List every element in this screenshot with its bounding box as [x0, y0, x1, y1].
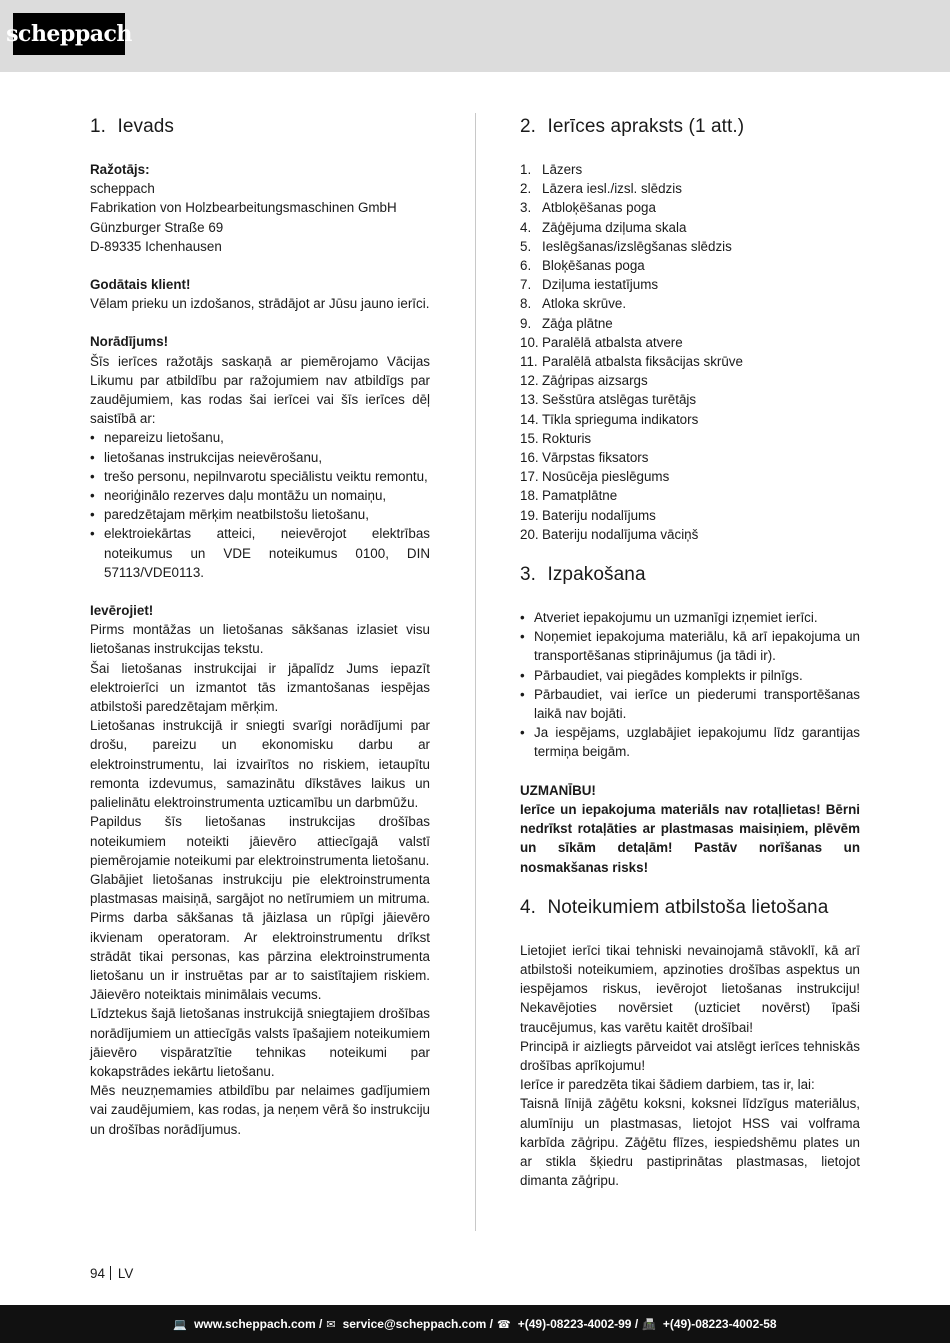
warning-label: UZMANĪBU!	[520, 782, 596, 798]
list-item	[520, 486, 860, 505]
manufacturer-line: Günzburger Straße 69	[90, 219, 224, 235]
list-item	[520, 294, 860, 313]
part-number: 18.	[520, 488, 539, 504]
list-item: • paredzētajam mērķim neatbilstošu lietošanu,	[90, 505, 430, 524]
list-item	[520, 371, 860, 390]
list-item	[520, 198, 860, 217]
part-number: 3.	[520, 200, 532, 216]
greeting-text: Vēlam prieku un izdošanos, strādājot ar Jūsu jauno ierīci.	[90, 296, 430, 312]
list-item	[520, 237, 860, 256]
observe-paragraph: Šai lietošanas instrukcijai ir jāpalīdz Jums iepazīt elektroierīci un izmantot tās izmantošanas iespējas atbilstoši paredzētajam mērķim.	[90, 660, 430, 715]
section-2-heading	[520, 112, 860, 142]
observe-paragraph: Pirms montāžas un lietošanas sākšanas izlasiet visu lietošanas instrukcijas tekstu.	[90, 622, 430, 657]
note-label: Norādījums!	[90, 334, 169, 350]
footer-bar	[0, 1305, 950, 1343]
part-name: Paralēlā atbalsta fiksācijas skrūve	[542, 354, 743, 370]
part-name: Sešstūra atslēgas turētājs	[542, 392, 697, 408]
list-item	[520, 333, 860, 352]
list-item: • nepareizu lietošanu,	[90, 428, 430, 447]
section-4-heading	[520, 893, 860, 923]
computer-icon: 💻	[173, 1318, 188, 1331]
list-item	[520, 390, 860, 409]
list-item: • Pārbaudiet, vai piegādes komplekts ir pilnīgs.	[520, 666, 860, 685]
part-number: 17.	[520, 469, 539, 485]
part-number: 8.	[520, 296, 532, 312]
part-name: Zāģripas aizsargs	[542, 373, 648, 389]
part-number: 6.	[520, 258, 532, 274]
part-name: Atbloķēšanas poga	[542, 200, 656, 216]
list-item: • elektroiekārtas atteici, neievērojot elektrības noteikumus un VDE noteikumus 0100, DIN 57113/VDE0113.	[90, 524, 430, 582]
footer-email[interactable]: service@scheppach.com /	[342, 1317, 494, 1331]
part-name: Bateriju nodalījums	[542, 507, 656, 523]
list-item	[520, 179, 860, 198]
left-column	[90, 112, 430, 1139]
scheppach-logo: scheppach	[13, 13, 125, 55]
list-item: • Pārbaudiet, vai ierīce un piederumi transportēšanas laikā nav bojāti.	[520, 685, 860, 723]
list-item	[520, 506, 860, 525]
manufacturer-line: scheppach	[90, 181, 155, 197]
list-item	[520, 314, 860, 333]
observe-paragraph: Papildus šīs lietošanas instrukcijas drošības noteikumiem noteikti jāievēro attiecīgajā valstī piemērojamie noteikumi par elektroinstrumenta lietošanu.	[90, 814, 430, 868]
section-1-title: Ievads	[117, 116, 175, 137]
part-number: 10.	[520, 334, 539, 350]
part-number: 5.	[520, 238, 532, 254]
part-number: 20.	[520, 526, 539, 542]
part-name: Nosūcēja pieslēgums	[542, 469, 670, 485]
header-band	[0, 0, 950, 72]
section-3-heading	[520, 560, 860, 590]
part-number: 15.	[520, 430, 539, 446]
part-number: 13.	[520, 392, 539, 408]
part-number: 11.	[520, 354, 538, 370]
list-item	[520, 410, 860, 429]
parts-list	[520, 160, 860, 544]
part-name: Bloķēšanas poga	[542, 258, 645, 274]
manufacturer-label: Ražotājs:	[90, 162, 150, 177]
warning-text: Ierīce un iepakojuma materiāls nav rotaļlietas! Bērni nedrīkst rotaļāties ar plastmasas maisiņiem, plēvēm un sīkām detaļām! Pastāv norīšanas un nosmakšanas risks!	[520, 801, 860, 875]
part-number: 14.	[520, 411, 539, 427]
part-name: Rokturis	[542, 430, 592, 446]
mail-icon: ✉	[326, 1318, 336, 1331]
part-number: 16.	[520, 450, 539, 466]
part-name: Pamatplātne	[542, 488, 618, 504]
list-item: • lietošanas instrukcijas neievērošanu,	[90, 448, 430, 467]
part-name: Ieslēgšanas/izslēgšanas slēdzis	[542, 238, 732, 254]
list-item: • trešo personu, nepilnvarotu speciālistu veiktu remontu,	[90, 467, 430, 486]
section-2-title: Ierīces apraksts (1 att.)	[547, 116, 745, 137]
use-paragraph: Lietojiet ierīci tikai tehniski nevainojamā stāvoklī, kā arī atbilstoši noteikumiem, apzinoties drošības aspektus un iespējamos riskus, ievērojot lietošanas instrukciju! Nekavējoties novērsiet (uzticiet novērst) īpaši traucējumus, kas varētu kaitēt drošībai!	[520, 942, 860, 1035]
column-divider	[475, 113, 476, 1231]
part-name: Zāģējuma dziļuma skala	[542, 219, 687, 235]
list-item	[520, 256, 860, 275]
part-name: Tīkla sprieguma indikators	[542, 411, 699, 427]
part-number: 19.	[520, 507, 539, 523]
note-bullet-list	[90, 428, 430, 582]
section-4-title: Noteikumiem atbilstoša lietošana	[547, 896, 829, 918]
list-item	[520, 352, 860, 371]
part-number: 1.	[520, 162, 532, 177]
manufacturer-line: Fabrikation von Holzbearbeitungsmaschinen GmbH	[90, 200, 397, 216]
part-name: Lāzers	[542, 162, 583, 177]
part-number: 9.	[520, 315, 532, 331]
part-number: 2.	[520, 181, 532, 197]
greeting-label: Godātais klient!	[90, 277, 191, 293]
use-paragraph: Ierīce ir paredzēta tikai šādiem darbiem, tas ir, lai:	[520, 1077, 815, 1093]
section-2-number: 2.	[520, 116, 537, 137]
list-item	[520, 525, 860, 544]
part-name: Atloka skrūve.	[542, 296, 627, 312]
part-number: 12.	[520, 373, 539, 389]
list-item	[520, 448, 860, 467]
section-1-heading	[90, 112, 430, 142]
list-item: • Noņemiet iepakojuma materiālu, kā arī iepakojuma un transportēšanas stiprinājumus (ja tādi ir).	[520, 627, 860, 665]
use-paragraph: Taisnā līnijā zāģētu koksni, koksnei līdzīgus materiālus, alumīniju un plastmasas, lietojot HSS vai volframa karbīda zāģripu. Zāģētu flīzes, iespiedshēmu plates un ar stikla šķiedru pastiprinātas plastmasas, lietojot dimanta zāģripu.	[520, 1096, 860, 1189]
list-item	[520, 275, 860, 294]
list-item: • Ja iespējams, uzglabājiet iepakojumu līdz garantijas termiņa beigām.	[520, 723, 860, 761]
list-item: • neoriģinālo rezerves daļu montāžu un nomaiņu,	[90, 486, 430, 505]
part-name: Paralēlā atbalsta atvere	[542, 334, 683, 350]
unpack-bullet-list	[520, 608, 860, 762]
part-number: 4.	[520, 219, 532, 235]
footer-website[interactable]: www.scheppach.com /	[194, 1317, 323, 1331]
footer-fax: +(49)-08223-4002-58	[662, 1317, 777, 1331]
list-item	[520, 429, 860, 448]
observe-paragraph: Līdztekus šajā lietošanas instrukcijā sniegtajiem drošības norādījumiem un attiecīgās valsts īpašajiem noteikumiem jāievēro vispāratzītie tehnikas noteikumi par kokapstrādes iekārtu lietošanu.	[90, 1006, 430, 1079]
fax-icon: 📠	[642, 1318, 656, 1331]
phone-icon: ☎	[497, 1318, 511, 1331]
list-item: • Atveriet iepakojumu un uzmanīgi izņemiet ierīci.	[520, 608, 860, 627]
page-number	[90, 1264, 133, 1283]
part-name: Zāģa plātne	[542, 315, 613, 331]
observe-paragraph: Mēs neuzņemamies atbildību par nelaimes gadījumiem vai zaudējumiem, kas rodas, ja neņem vērā šo instrukciju un drošības norādījumus.	[90, 1083, 430, 1137]
footer-phone: +(49)-08223-4002-99 /	[517, 1317, 639, 1331]
observe-paragraph: Lietošanas instrukcijā ir sniegti svarīgi norādījumi par drošu, pareizu un ekonomisku darbu ar elektroinstrumentu, lai izvairītos no riskiem, ietaupītu remonta izdevumus, samazinātu dīkstāves laikus un palielinātu elektroinstrumenta uzticamību un darbmūžu.	[90, 718, 430, 811]
section-3-number: 3.	[520, 564, 537, 586]
section-3-title: Izpakošana	[547, 564, 646, 586]
part-name: Bateriju nodalījuma vāciņš	[542, 526, 699, 542]
section-4-number: 4.	[520, 896, 537, 918]
part-number: 7.	[520, 277, 532, 293]
part-name: Vārpstas fiksators	[542, 450, 649, 466]
page-number-value: 94	[90, 1266, 105, 1281]
observe-label: Ievērojiet!	[90, 603, 154, 619]
language-code: LV	[117, 1266, 134, 1281]
list-item	[520, 218, 860, 237]
section-1-number: 1.	[90, 116, 107, 137]
list-item	[520, 467, 860, 486]
use-paragraph: Principā ir aizliegts pārveidot vai atslēgt ierīces tehniskās drošības aprīkojumu!	[520, 1038, 860, 1073]
list-item	[520, 160, 860, 179]
part-name: Lāzera iesl./izsl. slēdzis	[542, 181, 682, 197]
page-number-separator	[110, 1266, 111, 1280]
part-name: Dziļuma iestatījums	[542, 277, 659, 293]
observe-paragraph: Glabājiet lietošanas instrukciju pie elektroinstrumenta plastmasas maisiņā, sargājot no netīrumiem un mitruma. Pirms darba sākšanas tā jāizlasa un rūpīgi jāievēro ikvienam operatoram. Ar elektroinstrumentu drīkst strādāt tikai personas, kas pārzina elektroinstrumenta lietošanu un ir instruētas par ar to saistītajiem riskiem. Jāievēro noteiktais minimālais vecums.	[90, 871, 430, 1003]
note-text: Šīs ierīces ražotājs saskaņā ar piemērojamo Vācijas Likumu par atbildību par ražojumiem nav atbildīgs par zaudējumiem, kas rodas šai ierīcei vai šīs ierīces dēļ saistībā ar:	[90, 353, 430, 427]
manufacturer-line: D-89335 Ichenhausen	[90, 238, 222, 254]
right-column	[520, 112, 860, 1190]
